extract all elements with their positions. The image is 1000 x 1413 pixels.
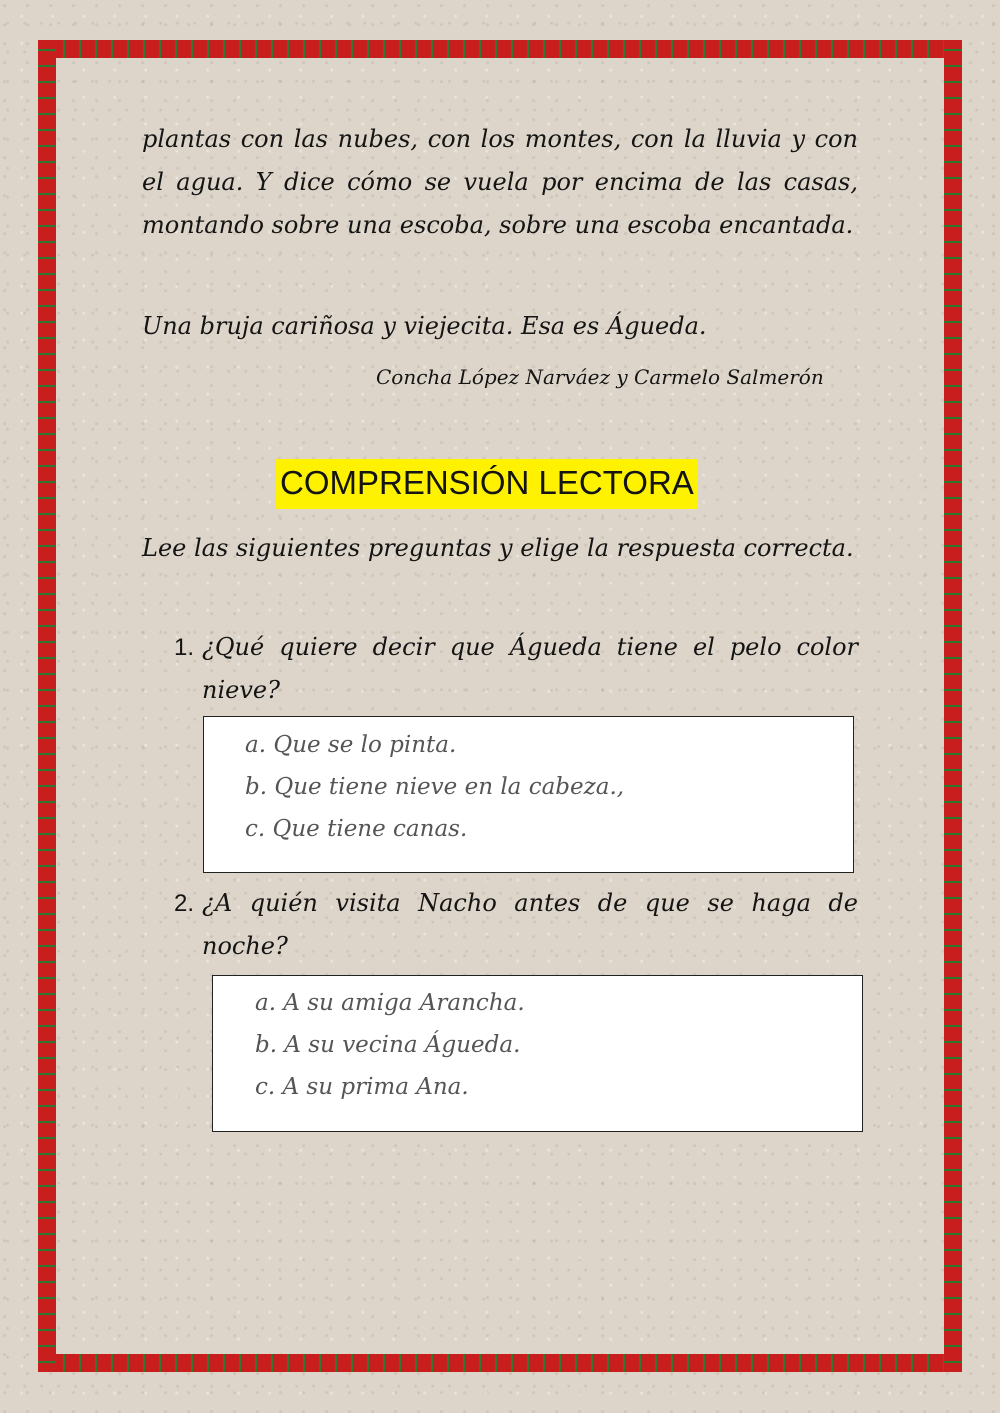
question-text: ¿Qué quiere decir que Águeda tiene el pelo color nieve? [202,633,858,704]
question-number: 2. [174,890,195,917]
question [174,882,858,968]
answer-option[interactable]: c. Que tiene canas. [245,816,468,842]
answer-box [203,716,854,873]
answer-option[interactable]: a. Que se lo pinta. [245,732,457,758]
passage-paragraph: Una bruja cariñosa y viejecita. Esa es Águeda. [142,312,707,340]
question-number: 1. [174,634,195,661]
answer-option[interactable]: c. A su prima Ana. [255,1074,469,1100]
passage-paragraph: plantas con las nubes, con los montes, con la lluvia y con el agua. Y dice cómo se vuela por encima de las casas, montando sobre una escoba, sobre una escoba encantada. [142,125,858,239]
question [174,626,858,712]
answer-option[interactable]: b. A su vecina Águeda. [255,1032,521,1058]
passage-author: Concha López Narváez y Carmelo Salmerón [376,365,824,389]
answer-option[interactable]: a. A su amiga Arancha. [255,990,525,1016]
section-title: COMPRENSIÓN LECTORA [276,459,698,509]
instructions: Lee las siguientes preguntas y elige la respuesta correcta. [142,534,854,562]
answer-box [212,975,863,1132]
answer-option[interactable]: b. Que tiene nieve en la cabeza., [245,774,625,800]
question-text: ¿A quién visita Nacho antes de que se haga de noche? [202,889,858,960]
